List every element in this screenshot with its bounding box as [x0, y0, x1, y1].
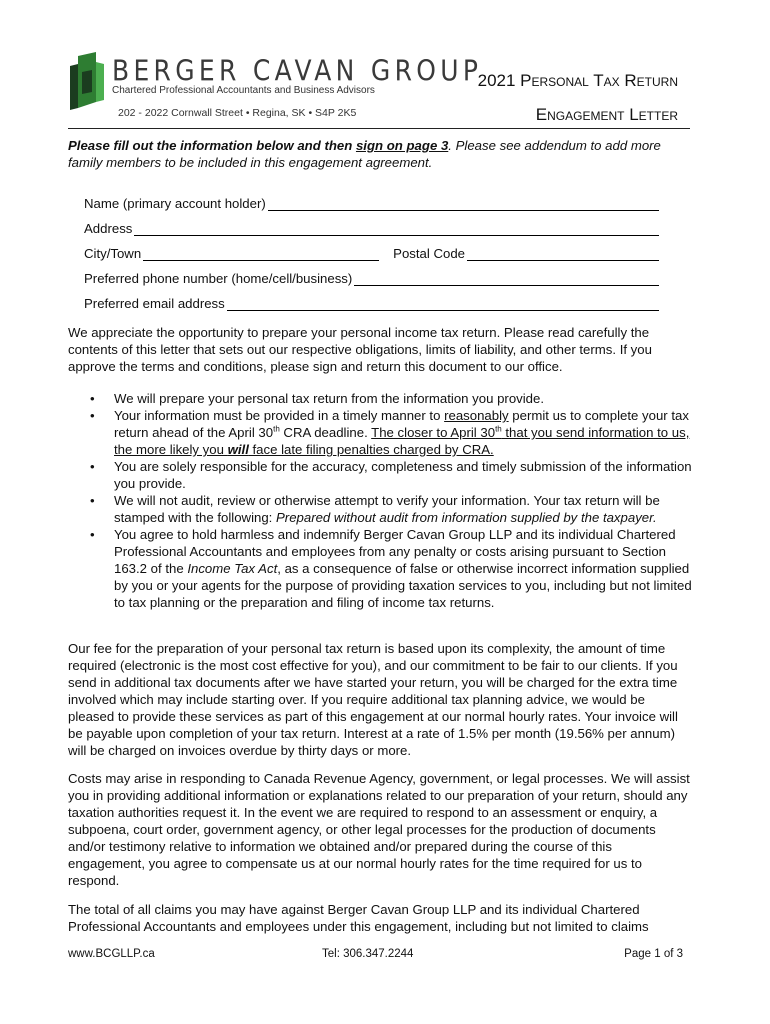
phone-label: Preferred phone number (home/cell/business) — [84, 271, 353, 286]
postal-label: Postal Code — [393, 246, 466, 261]
list-item: • You agree to hold harmless and indemnify Berger Cavan Group LLP and its individual Chartered Professional Accountants and employees from any penalty or costs arising pursuant to Section 163.2 of the Income Tax Act, as a consequence of false or otherwise incorrect information supplied by you or your agents for the purpose of providing taxation services to you, including but not limited to tax planning or the preparation and filing of income tax returns. — [90, 526, 692, 611]
terms-list — [90, 390, 692, 611]
paragraph-fees: Our fee for the preparation of your personal tax return is based upon its complexity, the amount of time required (electronic is the most cost effective for you), and our commitment to be fair to our clients. If you send in additional tax documents after we have started your return, you will be charged for the extra time involved which may include starting over. If you require additional tax planning advice, we would be pleased to provide these services as part of this engagement at our normal hourly rates. Your invoice will be payable upon completion of your tax return. Interest at a rate of 1.5% per month (19.56% per annum) will be charged on invoices overdue by thirty days or more. — [68, 641, 678, 758]
paragraph-intro: We appreciate the opportunity to prepare your personal income tax return. Please read carefully the contents of this letter that sets out our respective obligations, limits of liability, and other terms. If you approve the terms and conditions, please sign and return this document to our office. — [68, 325, 652, 374]
city-field[interactable] — [143, 247, 379, 261]
firm-name: BERGER CAVAN GROUP — [112, 54, 483, 88]
postal-field[interactable] — [467, 247, 659, 261]
footer-phone: Tel: 306.347.2244 — [322, 948, 414, 960]
address-field[interactable] — [134, 222, 659, 236]
sign-page-link[interactable]: sign on page 3 — [355, 138, 449, 153]
paragraph-claims: The total of all claims you may have against Berger Cavan Group LLP and its individual Chartered Professional Accountants and employees under this engagement, including but not limited to claims — [68, 902, 649, 934]
footer-website[interactable]: www.BCGLLP.ca — [68, 948, 155, 960]
document-title — [478, 64, 678, 132]
list-item: • You are solely responsible for the accuracy, completeness and timely submission of the information you provide. — [90, 458, 692, 492]
list-item: • Your information must be provided in a timely manner to reasonably permit us to complete your tax return ahead of the April 30th CRA deadline. The closer to April 30th that you send information to us, the more likely you will face late filing penalties charged by CRA. — [90, 407, 692, 458]
footer-page-number: Page 1 of 3 — [624, 948, 683, 960]
title-line-1: 2021 Personal Tax Return — [477, 71, 678, 90]
firm-logo-icon — [70, 52, 104, 114]
header-divider — [68, 128, 690, 129]
list-item: • We will not audit, review or otherwise attempt to verify your information. Your tax return will be stamped with the following: Prepared without audit from information supplied by the taxpayer. — [90, 492, 692, 526]
email-label: Preferred email address — [84, 296, 225, 311]
firm-address: 202 - 2022 Cornwall Street • Regina, SK • S4P 2K5 — [118, 107, 357, 119]
name-label: Name (primary account holder) — [84, 196, 266, 211]
phone-field[interactable] — [354, 272, 659, 286]
firm-subtitle: Chartered Professional Accountants and Business Advisors — [112, 85, 375, 96]
client-info-form — [84, 186, 659, 311]
name-field[interactable] — [268, 197, 659, 211]
city-label: City/Town — [84, 246, 142, 261]
email-field[interactable] — [227, 297, 659, 311]
address-label: Address — [84, 221, 133, 236]
paragraph-costs: Costs may arise in responding to Canada Revenue Agency, government, or legal processes. We will assist you in providing additional information or explanations related to our preparation of your return, should any taxation authorities request it. In the event we are required to respond to an assessment or enquiry, a subpoena, court order, government agency, or other legal processes for the production of documents and/or testimony relative to information we obtained and/or prepared during the course of this engagement, you agree to compensate us at our normal hourly rates for the time required for us to respond. — [68, 771, 690, 888]
title-line-2: Engagement Letter — [535, 105, 678, 124]
firm-logo — [70, 52, 483, 122]
intro-instructions: Please fill out the information below and then sign on page 3. Please see addendum to add more family members to be included in this engagement agreement. — [68, 138, 661, 170]
list-item: • We will prepare your personal tax return from the information you provide. — [90, 390, 692, 407]
